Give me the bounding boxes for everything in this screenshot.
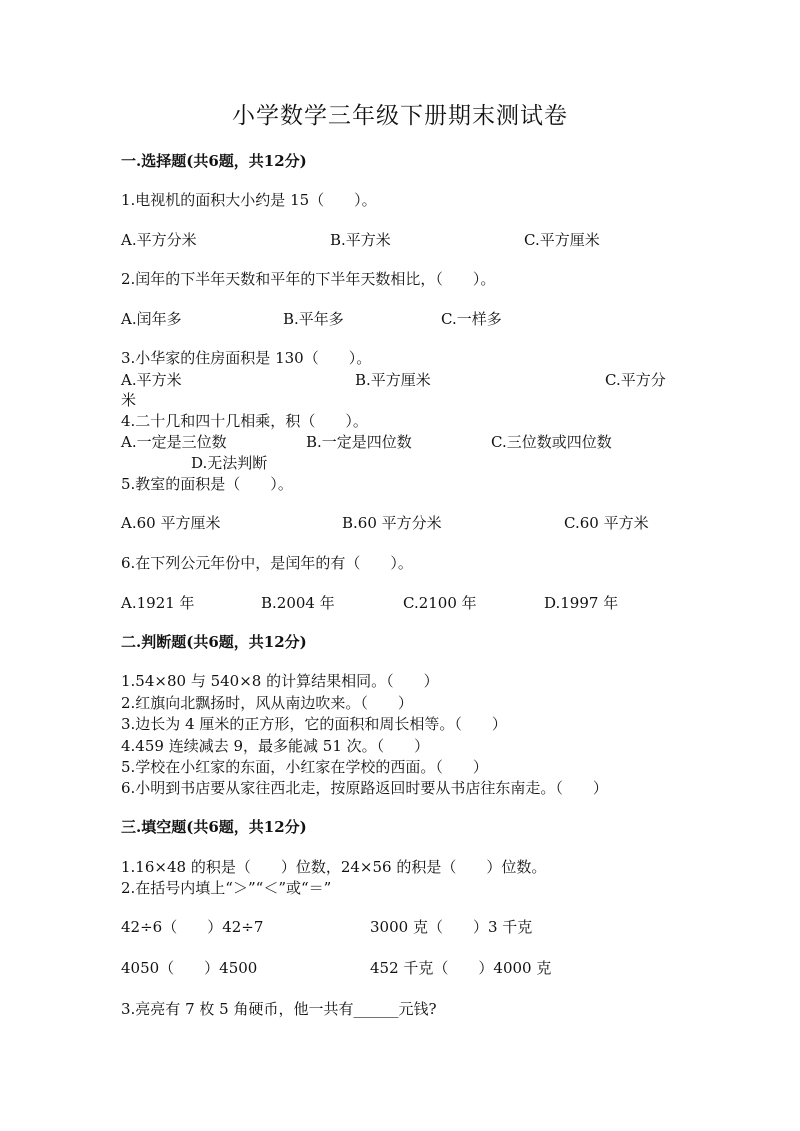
question-4-option-b: B.一定是四位数 — [306, 433, 412, 451]
page-title: 小学数学三年级下册期末测试卷 — [232, 103, 568, 129]
compare-item-1: 42÷6（ ）42÷7 — [121, 918, 264, 936]
question-6-option-a: A.1921 年 — [121, 594, 195, 612]
question-1-option-a: A.平方分米 — [121, 231, 197, 249]
question-2-text: 2.闰年的下半年天数和平年的下半年天数相比，（ ）。 — [121, 270, 496, 288]
compare-item-2: 3000 克（ ）3 千克 — [370, 918, 533, 936]
question-3-text: 3.小华家的住房面积是 130（ ）。 — [121, 349, 372, 367]
judge-item-5: 5.学校在小红家的东面，小红家在学校的西面。（ ） — [121, 758, 488, 776]
compare-item-4: 452 千克（ ）4000 克 — [370, 959, 552, 977]
fill-question-1: 1.16×48 的积是（ ）位数，24×56 的积是（ ）位数。 — [121, 858, 547, 876]
question-2-option-c: C.一样多 — [441, 310, 502, 328]
question-6-text: 6.在下列公元年份中，是闰年的有（ ）。 — [121, 554, 413, 572]
judge-item-6: 6.小明到书店要从家往西北走，按原路返回时要从书店往东南走。（ ） — [121, 779, 608, 797]
section-fill-header: 三.填空题(共6题，共12分) — [121, 818, 307, 836]
judge-item-3: 3.边长为 4 厘米的正方形，它的面积和周长相等。（ ） — [121, 715, 507, 733]
fill-question-3: 3.亮亮有 7 枚 5 角硬币，他一共有______元钱? — [121, 1000, 437, 1018]
compare-item-3: 4050（ ）4500 — [121, 959, 258, 977]
question-2-option-b: B.平年多 — [283, 310, 344, 328]
question-3-option-b: B.平方厘米 — [355, 371, 431, 389]
question-6-option-c: C.2100 年 — [403, 594, 477, 612]
section-judge-header: 二.判断题(共6题，共12分) — [121, 633, 307, 651]
question-1-text: 1.电视机的面积大小约是 15（ ）。 — [121, 191, 377, 209]
question-5-option-c: C.60 平方米 — [564, 514, 649, 532]
question-3-option-a: A.平方米 — [121, 371, 182, 389]
question-6-option-b: B.2004 年 — [261, 594, 335, 612]
question-4-option-a: A.一定是三位数 — [121, 433, 227, 451]
question-6-option-d: D.1997 年 — [544, 594, 619, 612]
question-1-option-b: B.平方米 — [330, 231, 391, 249]
question-4-option-c: C.三位数或四位数 — [491, 433, 612, 451]
judge-item-2: 2.红旗向北飘扬时，风从南边吹来。（ ） — [121, 694, 413, 712]
question-4-text: 4.二十几和四十几相乘，积（ ）。 — [121, 412, 368, 430]
question-3-option-c: C.平方分 — [605, 371, 666, 389]
question-1-option-c: C.平方厘米 — [524, 231, 600, 249]
judge-item-1: 1.54×80 与 540×8 的计算结果相同。（ ） — [121, 672, 439, 690]
judge-item-4: 4.459 连续减去 9，最多能减 51 次。（ ） — [121, 737, 430, 755]
question-5-option-a: A.60 平方厘米 — [121, 514, 221, 532]
question-2-option-a: A.闰年多 — [121, 310, 182, 328]
section-choice-header: 一.选择题(共6题，共12分) — [121, 152, 307, 170]
fill-question-2: 2.在括号内填上“＞”“＜”或“＝” — [121, 879, 332, 897]
question-3-option-c-wrap: 米 — [121, 391, 137, 409]
question-4-option-d: D.无法判断 — [191, 454, 268, 472]
question-5-option-b: B.60 平方分米 — [342, 514, 442, 532]
question-5-text: 5.教室的面积是（ ）。 — [121, 475, 293, 493]
